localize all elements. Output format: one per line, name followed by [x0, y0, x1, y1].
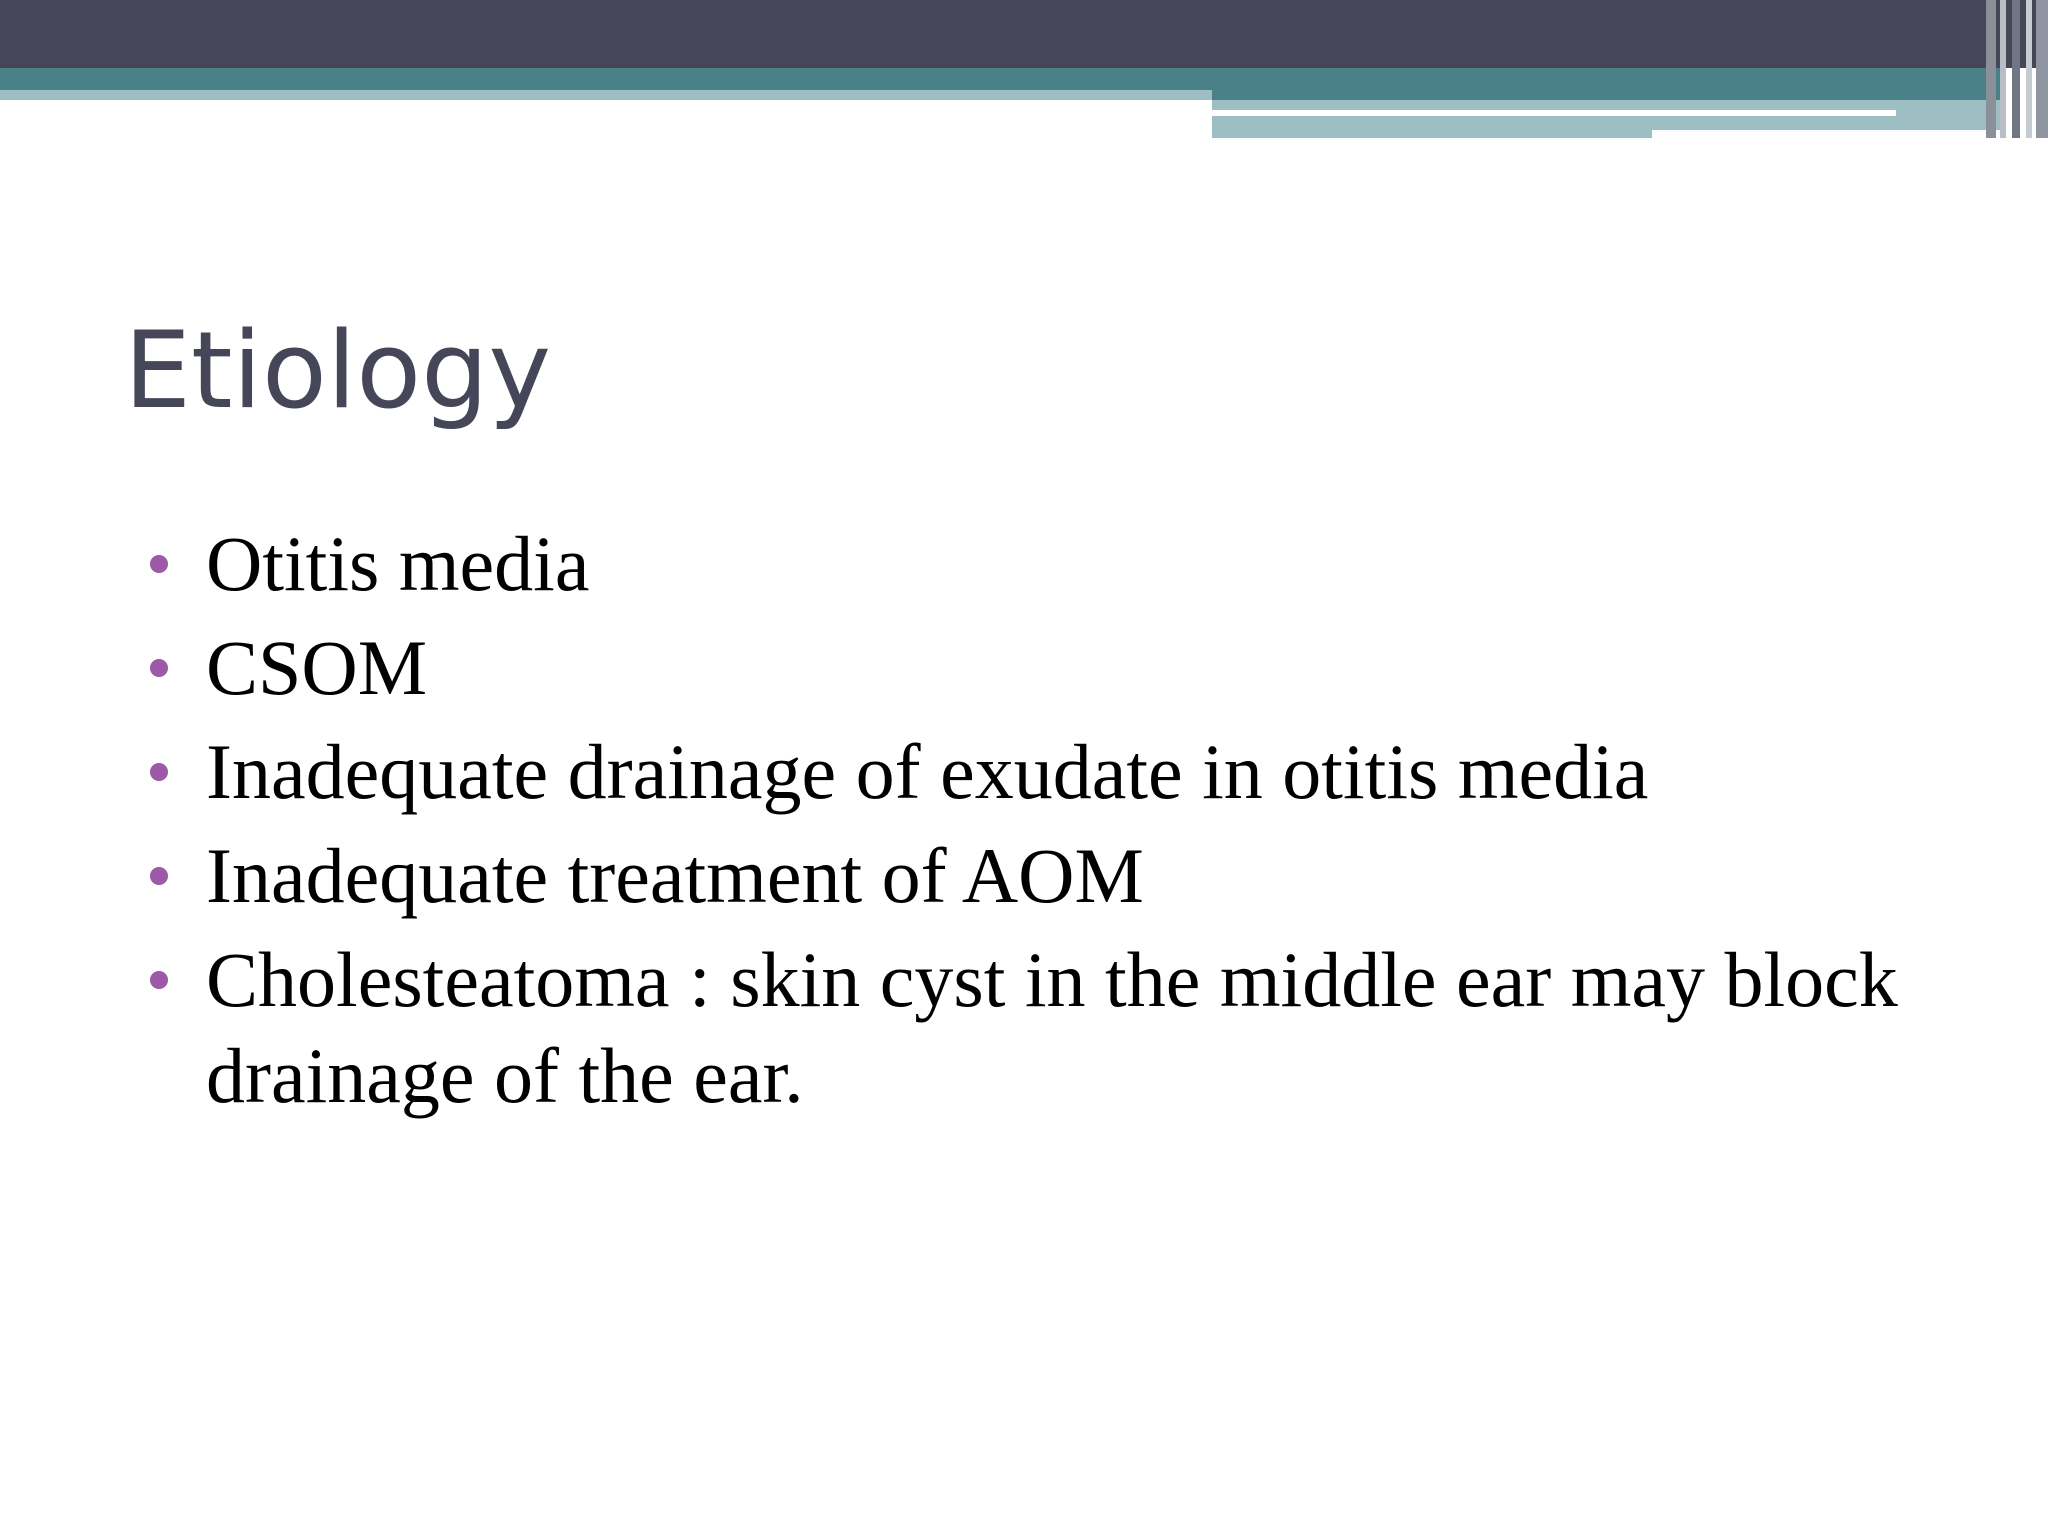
header-stripe [1986, 0, 1996, 138]
header-stripe [2000, 0, 2006, 138]
bullet-text: Inadequate drainage of exudate in otitis media [206, 728, 1649, 815]
header-stripe [2012, 0, 2020, 138]
header-band-light-left [0, 90, 1212, 100]
bullet-marker-icon [150, 971, 168, 989]
bullet-marker-icon [150, 867, 168, 885]
bullet-list [150, 516, 1910, 1132]
header-stripe [2026, 0, 2032, 138]
slide-title: Etiology [124, 309, 552, 432]
bullet-item [150, 516, 1926, 612]
header-band-teal-right [1212, 68, 2002, 100]
bullet-item [150, 724, 1926, 820]
header-band-dark [0, 0, 2048, 68]
bullet-text: CSOM [206, 624, 428, 711]
bullet-marker-icon [150, 763, 168, 781]
bullet-text: Otitis media [206, 520, 590, 607]
header-accent-line-short [1652, 130, 2002, 138]
bullet-marker-icon [150, 659, 168, 677]
bullet-text: Cholesteatoma : skin cyst in the middle ear may block drainage of the ear. [206, 936, 1898, 1119]
header-band-teal-left [0, 68, 1212, 90]
bullet-item [150, 620, 1926, 716]
bullet-item [150, 932, 1926, 1124]
bullet-text: Inadequate treatment of AOM [206, 832, 1144, 919]
header-stripe [2036, 0, 2048, 138]
bullet-marker-icon [150, 555, 168, 573]
bullet-item [150, 828, 1926, 924]
header-accent-line [1212, 110, 1896, 116]
